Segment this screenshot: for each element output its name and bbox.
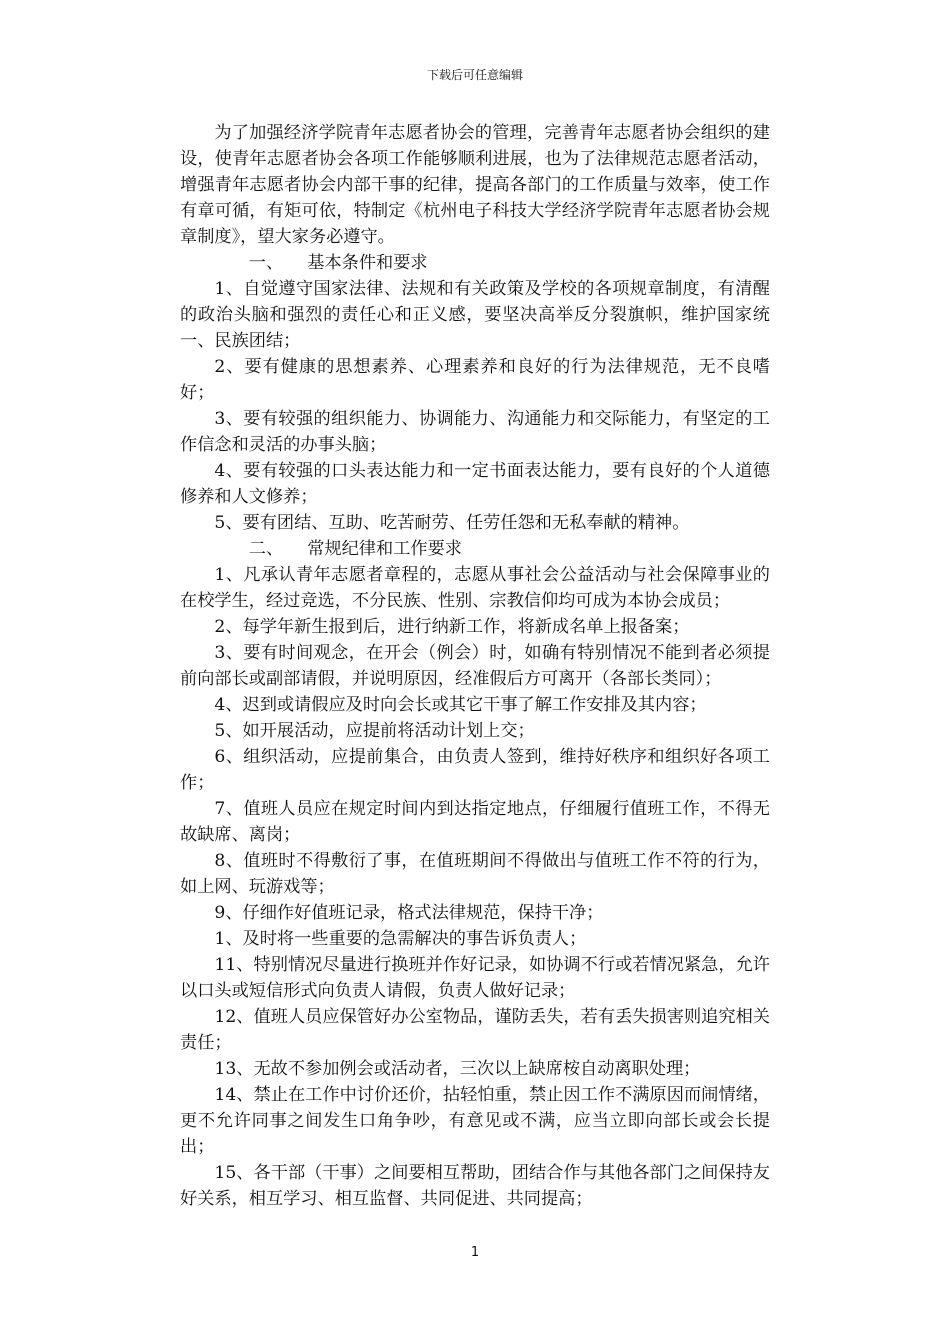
list-item: 15、各干部（干事）之间要相互帮助，团结合作与其他各部门之间保持友好关系，相互学习、相互监督、共同促进、共同提高； xyxy=(180,1163,770,1209)
section-label: 二、 xyxy=(248,539,284,559)
section-title: 常规纪律和工作要求 xyxy=(307,539,462,559)
list-item: 7、值班人员应在规定时间内到达指定地点，仔细履行值班工作，不得无故缺席、离岗； xyxy=(180,799,770,845)
header-note: 下载后可任意编辑 xyxy=(426,68,523,82)
intro-paragraph: 为了加强经济学院青年志愿者协会的管理，完善青年志愿者协会组织的建设，使青年志愿者协会各项工作能够顺利进展，也为了法律规范志愿者活动，增强青年志愿者协会内部干事的纪律，提高各部门的工作质量与效率，使工作有章可循，有矩可依，特制定《杭州电子科技大学经济学院青年志愿者协会规章制度》，望大家务必遵守。 xyxy=(180,123,770,247)
list-item: 4、迟到或请假应及时向会长或其它干事了解工作安排及其内容； xyxy=(214,695,707,715)
document-body xyxy=(180,120,770,1212)
list-item: 1、及时将一些重要的急需解决的事告诉负责人； xyxy=(214,929,587,949)
section-heading-2 xyxy=(180,536,770,562)
list-item: 13、无故不参加例会或活动者，三次以上缺席桉自动离职处理； xyxy=(214,1059,701,1079)
list-item: 14、禁止在工作中讨价还价，拈轻怕重，禁止因工作不满原因而闹情绪，更不允许同事之间发生口角争吵，有意见或不满，应当立即向部长或会长提出； xyxy=(180,1085,770,1157)
list-item: 11、特别情况尽量进行换班并作好记录，如协调不行或若情况紧急，允许以口头或短信形式向负责人请假，负责人做好记录； xyxy=(180,955,770,1001)
list-item: 4、要有较强的口头表达能力和一定书面表达能力，要有良好的个人道德修养和人文修养； xyxy=(180,461,770,507)
list-item: 1、自觉遵守国家法律、法规和有关政策及学校的各项规章制度，有清醒的政治头脑和强烈的责任心和正义感，要坚决高举反分裂旗帜，维护国家统一、民族团结； xyxy=(180,279,770,351)
list-item: 2、每学年新生报到后，进行纳新工作，将新成名单上报备案； xyxy=(214,617,690,637)
section-title: 基本条件和要求 xyxy=(307,253,428,273)
list-item: 9、仔细作好值班记录，格式法律规范，保持干净； xyxy=(214,903,604,923)
list-item: 12、值班人员应保管好办公室物品，谨防丢失，若有丢失损害则追究相关责任； xyxy=(180,1007,770,1053)
list-item: 1、凡承认青年志愿者章程的，志愿从事社会公益活动与社会保障事业的在校学生，经过竞选，不分民族、性别、宗教信仰均可成为本协会成员； xyxy=(180,565,770,611)
list-item: 8、值班时不得敷衍了事，在值班期间不得做出与值班工作不符的行为，如上网、玩游戏等； xyxy=(180,851,770,897)
list-item: 5、要有团结、互助、吃苦耐劳、任劳任怨和无私奉献的精神。 xyxy=(214,513,690,533)
list-item: 3、要有较强的组织能力、协调能力、沟通能力和交际能力，有坚定的工作信念和灵活的办事头脑； xyxy=(180,409,770,455)
list-item: 5、如开展活动，应提前将活动计划上交； xyxy=(214,721,535,741)
list-item: 6、组织活动，应提前集合，由负责人签到，维持好秩序和组织好各项工作； xyxy=(180,747,770,793)
list-item: 3、要有时间观念，在开会（例会）时，如确有特别情况不能到者必须提前向部长或副部请假，并说明原因，经准假后方可离开（各部长类同）； xyxy=(180,643,770,689)
section-heading-1 xyxy=(180,250,770,276)
list-item: 2、要有健康的思想素养、心理素养和良好的行为法律规范，无不良嗜好； xyxy=(180,357,770,403)
page-number: 1 xyxy=(470,1245,480,1260)
section-label: 一、 xyxy=(248,253,284,273)
